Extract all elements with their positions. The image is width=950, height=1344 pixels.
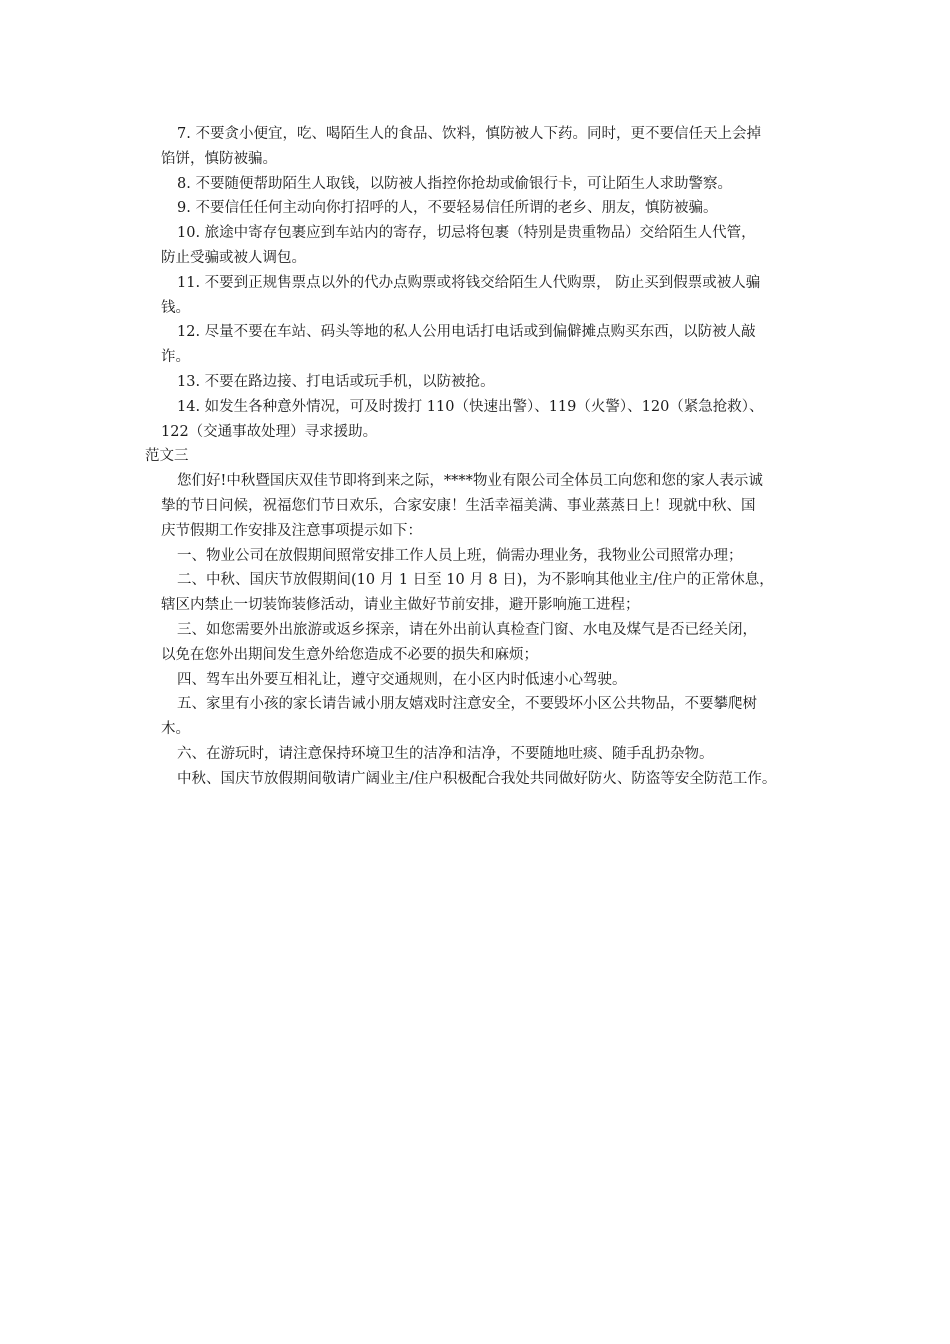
notice-paragraph xyxy=(145,618,825,668)
document-page xyxy=(145,122,825,792)
tip-item xyxy=(145,320,825,370)
notice-paragraph xyxy=(145,668,825,693)
tip-item xyxy=(145,122,825,172)
notice-line: 一、物业公司在放假期间照常安排工作人员上班，倘需办理业务，我物业公司照常办理； xyxy=(177,547,743,564)
holiday-notice xyxy=(145,469,825,791)
notice-paragraph xyxy=(145,742,825,767)
tip-line: 钱。 xyxy=(161,299,190,316)
tip-line: 12. 尽量不要在车站、码头等地的私人公用电话打电话或到偏僻摊点购买东西，以防被人敲 xyxy=(177,324,756,341)
tip-line: 9. 不要信任任何主动向你打招呼的人，不要轻易信任所谓的老乡、朋友，慎防被骗。 xyxy=(177,200,718,217)
tip-line: 11. 不要到正规售票点以外的代办点购票或将钱交给陌生人代购票， 防止买到假票或被人骗 xyxy=(177,274,761,291)
tip-item xyxy=(145,221,825,271)
notice-paragraph xyxy=(145,568,825,618)
tip-item xyxy=(145,395,825,445)
notice-paragraph xyxy=(145,469,825,543)
section-title: 范文三 xyxy=(145,448,189,465)
tip-item xyxy=(145,172,825,197)
tip-line: 122（交通事故处理）寻求援助。 xyxy=(161,423,378,440)
tip-item xyxy=(145,271,825,321)
tip-item xyxy=(145,370,825,395)
notice-line: 四、驾车出外要互相礼让，遵守交通规则，在小区内时低速小心驾驶。 xyxy=(177,671,627,688)
tip-line: 8. 不要随便帮助陌生人取钱，以防被人指控你抢劫或偷银行卡，可让陌生人求助警察。 xyxy=(177,175,732,192)
notice-line: 挚的节日问候，祝福您们节日欢乐，合家安康！生活幸福美满、事业蒸蒸日上！现就中秋、国 xyxy=(161,497,756,514)
tip-line: 13. 不要在路边接、打电话或玩手机，以防被抢。 xyxy=(177,373,495,390)
notice-line: 您们好!中秋暨国庆双佳节即将到来之际，****物业有限公司全体员工向您和您的家人表示诚 xyxy=(177,473,763,490)
notice-line: 以免在您外出期间发生意外给您造成不必要的损失和麻烦； xyxy=(161,646,538,663)
notice-line: 中秋、国庆节放假期间敬请广阔业主/住户积极配合我处共同做好防火、防盗等安全防范工作。 xyxy=(177,770,777,787)
notice-paragraph xyxy=(145,544,825,569)
tip-line: 馅饼，慎防被骗。 xyxy=(161,150,277,167)
tip-line: 10. 旅途中寄存包裹应到车站内的寄存，切忌将包裹（特别是贵重物品）交给陌生人代管， xyxy=(177,225,756,242)
tip-item xyxy=(145,196,825,221)
tip-line: 7. 不要贪小便宜，吃、喝陌生人的食品、饮料，慎防被人下药。同时，更不要信任天上会掉 xyxy=(177,126,761,142)
notice-line: 六、在游玩时，请注意保持环境卫生的洁净和洁净，不要随地吐痰、随手乱扔杂物。 xyxy=(177,745,714,762)
notice-line: 五、家里有小孩的家长请告诫小朋友嬉戏时注意安全，不要毁坏小区公共物品，不要攀爬树 xyxy=(177,696,757,713)
notice-line: 辖区内禁止一切装饰装修活动，请业主做好节前安排，避开影响施工进程； xyxy=(161,597,640,614)
notice-paragraph xyxy=(145,692,825,742)
tip-line: 诈。 xyxy=(161,349,190,366)
notice-line: 二、中秋、国庆节放假期间(10 月 1 日至 10 月 8 日)，为不影响其他业主/住户的正常休息， xyxy=(177,572,774,589)
tip-line: 14. 如发生各种意外情况，可及时拨打 110（快速出警）、119（火警）、120（紧急抢救）、 xyxy=(177,398,764,415)
notice-line: 三、如您需要外出旅游或返乡探亲，请在外出前认真检查门窗、水电及煤气是否已经关闭， xyxy=(177,621,757,638)
notice-paragraph xyxy=(145,767,825,792)
notice-line: 木。 xyxy=(161,721,190,738)
notice-line: 庆节假期工作安排及注意事项提示如下： xyxy=(161,522,422,539)
tip-line: 防止受骗或被人调包。 xyxy=(161,249,306,266)
tip-list xyxy=(145,122,825,444)
